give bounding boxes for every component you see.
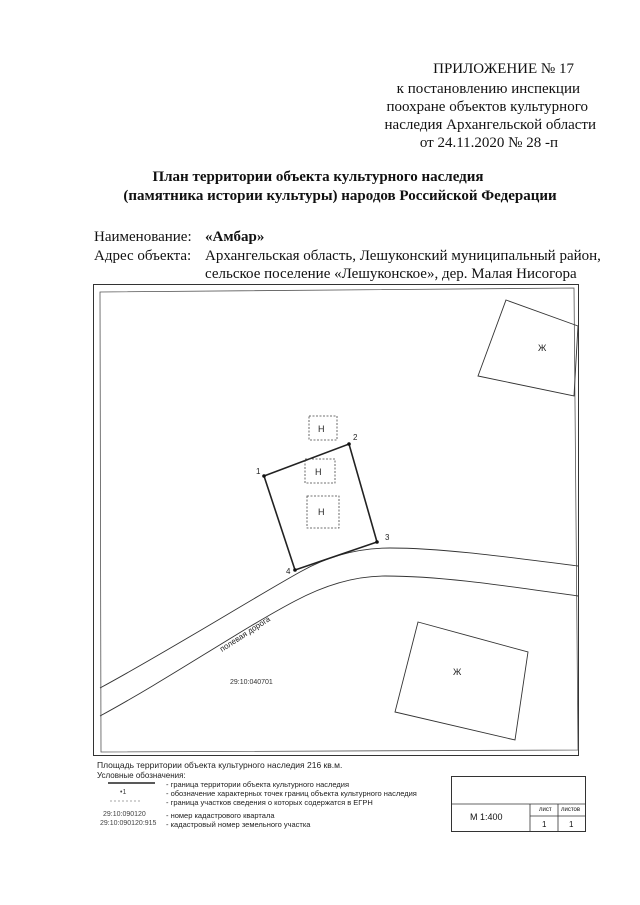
legend-symbol-quarter: 29:10:090120 — [103, 811, 146, 818]
object-name: «Амбар» — [205, 229, 265, 245]
boundary-point-label-1: 1 — [256, 467, 261, 476]
appendix-number: ПРИЛОЖЕНИЕ № 17 — [433, 61, 574, 77]
building-h-inside-1-label: Н — [315, 467, 322, 477]
appendix-line-4: наследия Архангельской области — [384, 117, 596, 133]
legend-text-points: - обозначение характерных точек границ объекта культурного наследия — [166, 789, 417, 798]
scale-label: М 1:400 — [470, 812, 503, 822]
sheets-value: 1 — [569, 820, 574, 829]
title-block — [451, 776, 586, 832]
legend-symbol-point: •1 — [120, 789, 127, 796]
legend-text-parcel-number: - кадастровый номер земельного участка — [166, 820, 311, 829]
appendix-line-3: поохране объектов культурного — [386, 99, 588, 115]
building-zh-lower-label: Ж — [453, 667, 462, 677]
sheet-value: 1 — [542, 820, 547, 829]
sheets-header: листов — [561, 807, 581, 813]
legend-text-boundary: - граница территории объекта культурного наследия — [166, 780, 350, 789]
boundary-point-label-4: 4 — [286, 567, 291, 576]
area-text: Площадь территории объекта культурного наследия 216 кв.м. — [97, 760, 343, 770]
legend-text-parcel-boundary: - граница участков сведения о которых содержатся в ЕГРН — [166, 798, 373, 807]
appendix-line-2: к постановлению инспекции — [396, 81, 580, 97]
legend-title: Условные обозначения: — [97, 771, 186, 780]
address-line-2: сельское поселение «Лешуконское», дер. Малая Нисогора — [205, 266, 577, 282]
name-label: Наименование: — [94, 229, 192, 245]
road-label-text: полевая дорога — [218, 614, 272, 654]
plan-title-line-1: План территории объекта культурного наследия — [152, 169, 484, 185]
sheet-header: лист — [539, 807, 552, 813]
appendix-date-number: от 24.11.2020 № 28 -п — [419, 135, 558, 151]
building-h-inside-2-label: Н — [318, 507, 325, 517]
address-line-1: Архангельская область, Лешуконский муниципальный район, — [205, 248, 601, 264]
building-h-outside-label: Н — [318, 424, 325, 434]
plan-title-line-2: (памятника истории культуры) народов Российской Федерации — [123, 188, 557, 204]
building-zh-upper-label: Ж — [538, 343, 547, 353]
address-label: Адрес объекта: — [94, 248, 192, 264]
legend-text-quarter: - номер кадастрового квартала — [166, 811, 275, 820]
boundary-point-label-2: 2 — [353, 433, 358, 442]
boundary-point-label-3: 3 — [385, 533, 390, 542]
cadastral-quarter-number: 29:10:040701 — [230, 679, 273, 686]
legend-symbol-parcel: 29:10:090120:915 — [100, 820, 157, 827]
